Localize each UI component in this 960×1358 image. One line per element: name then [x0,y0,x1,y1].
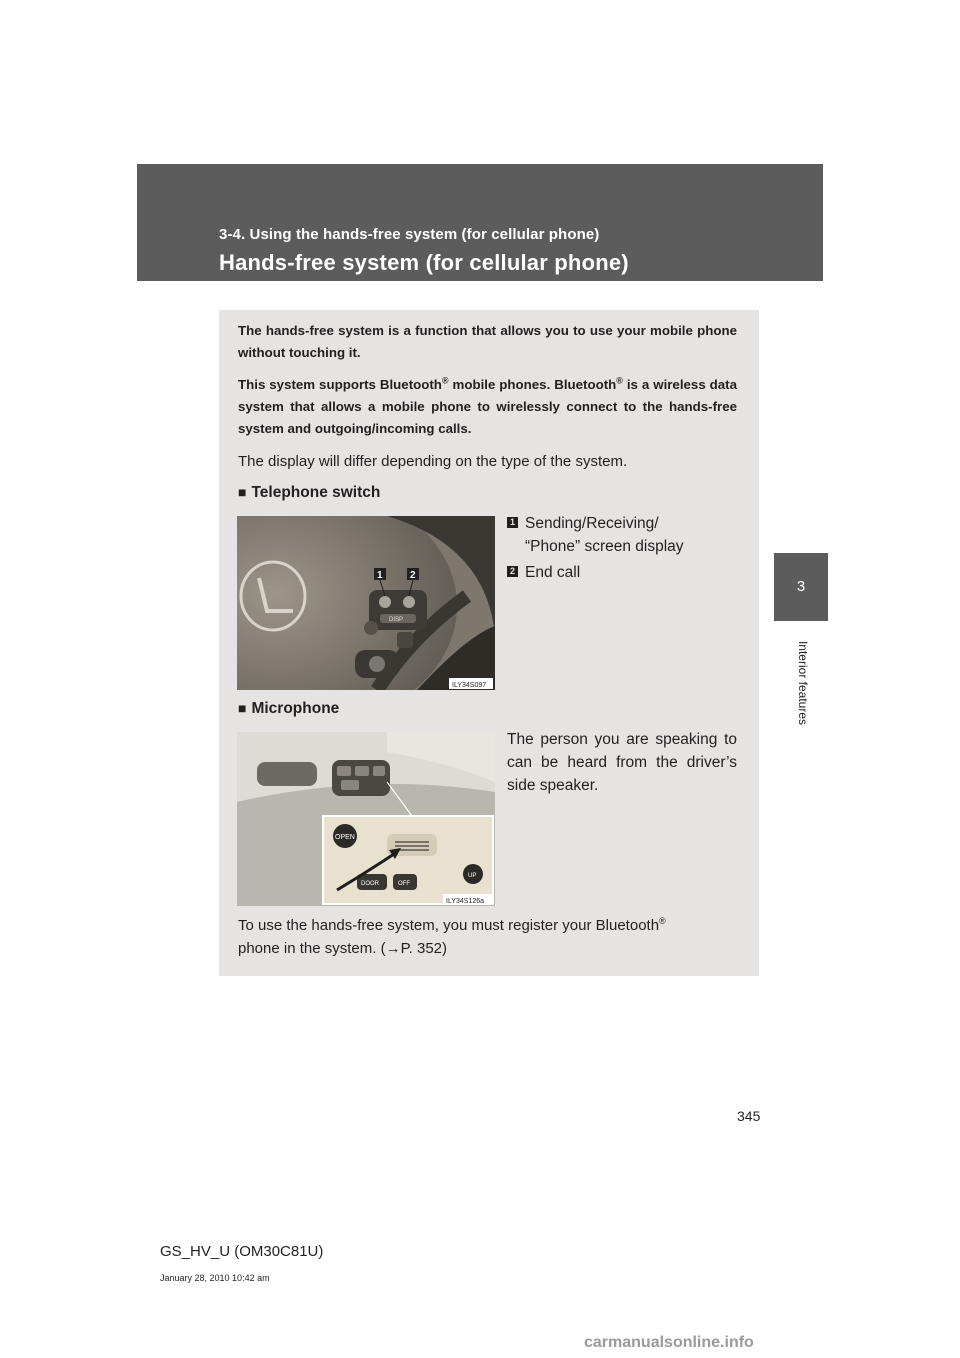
registered-mark: ® [441,375,449,386]
open-label: OPEN [335,834,355,841]
microphone-description: The person you are speaking to can be heard from the driver’s side speaker. [507,731,737,794]
display-note: The display will differ depending on the type of the system. [238,453,628,470]
up-label: UP [468,873,477,879]
overhead-console-illustration [237,732,495,906]
section-heading-telephone-switch [238,484,380,502]
arrow-icon: → [385,940,401,957]
chapter-header [137,164,823,281]
registered-mark: ® [616,375,623,386]
callout-1-text [525,512,684,558]
door-label: DOOR [361,881,379,887]
callout-1-marker: 1 [377,570,383,581]
registered-mark: ® [659,916,666,926]
number-badge-2: 2 [507,566,518,577]
square-bullet-icon: ■ [238,484,247,500]
number-badge-1: 1 [507,517,518,528]
page-title: Hands-free system (for cellular phone) [219,250,629,275]
callout-2-marker: 2 [410,570,416,581]
telephone-switch-image [237,516,495,690]
intro-paragraph-1: The hands-free system is a function that allows you to use your mobile phone without touching it. [238,323,737,360]
page-number: 345 [737,1108,761,1124]
telephone-switch-heading: Telephone switch [251,484,381,501]
callout-1-line-1: Sending/Receiving/ [525,515,659,532]
intro-text-b: mobile phones. Bluetooth [448,377,617,392]
chapter-tab[interactable]: 3 [774,553,828,621]
microphone-heading: Microphone [251,700,340,717]
disp-button-label: DISP [389,617,404,623]
section-heading-microphone [238,700,339,718]
steering-wheel-illustration [237,516,495,690]
content-box [219,310,759,976]
page-reference-link[interactable]: P. 352) [400,940,448,957]
watermark: carmanualsonline.info [584,1334,754,1351]
document-code: GS_HV_U (OM30C81U) [160,1243,324,1260]
register-text-a: To use the hands-free system, you must register your Bluetooth [238,917,660,934]
chapter-label: Interior features [796,640,810,726]
register-note [238,914,737,960]
callout-1-line-2: “Phone” screen display [525,538,684,555]
breadcrumb: 3-4. Using the hands-free system (for cellular phone) [219,226,600,243]
intro-text-c: is a wireless data system that allows a mobile phone to wirelessly connect to the hands-free system and outgoing/incoming calls. [238,377,737,436]
off-label: OFF [398,881,410,887]
image-code-telephone: ILY34S097 [452,682,487,689]
square-bullet-icon: ■ [238,700,247,716]
register-text-b: phone in the system. ( [238,940,386,957]
microphone-image [237,732,495,906]
intro-text-a: This system supports Bluetooth [238,377,442,392]
image-code-microphone: ILY34S126a [446,898,485,905]
intro-paragraph-2 [238,374,737,440]
document-date: January 28, 2010 10:42 am [160,1273,270,1283]
callout-2-text: End call [525,564,581,581]
